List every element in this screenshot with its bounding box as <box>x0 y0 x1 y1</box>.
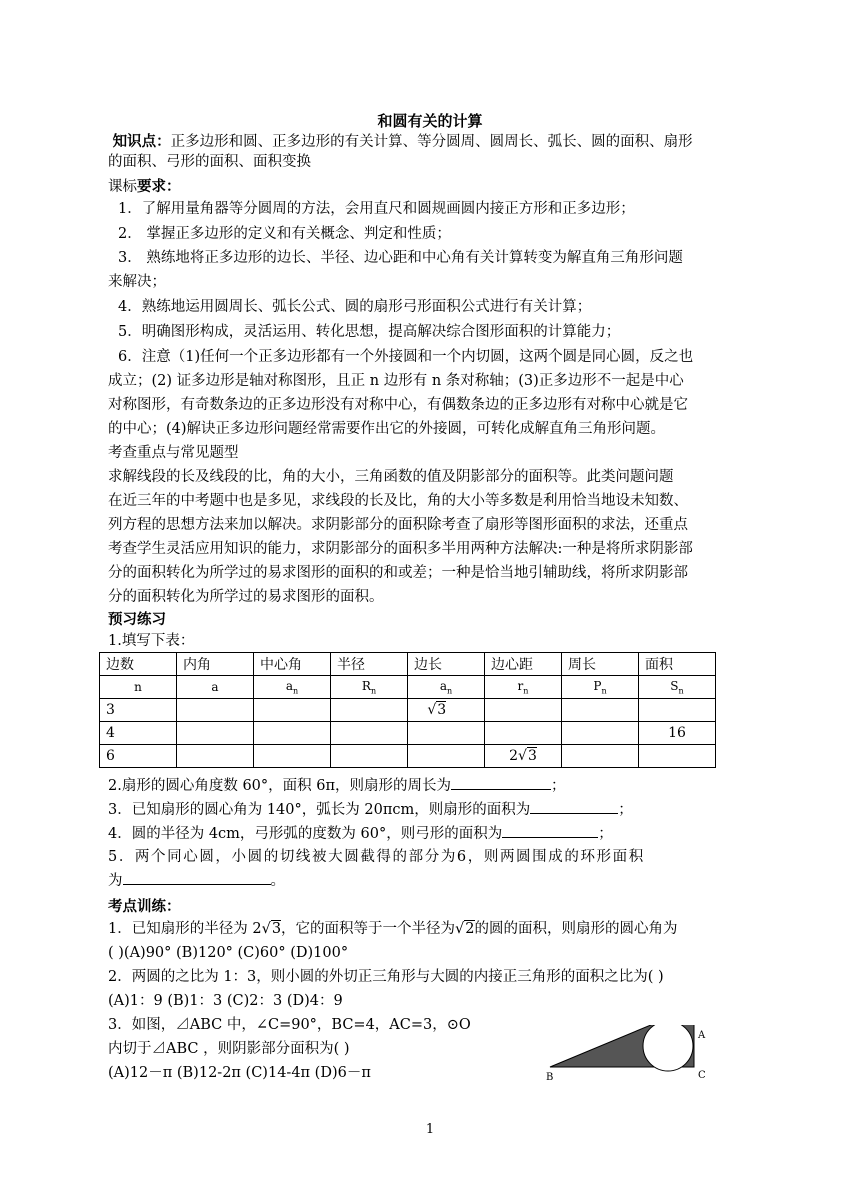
table-row: 3 √3 <box>100 699 716 722</box>
table-header: 边数 <box>100 653 177 676</box>
table-row: n a $a_n$ $R_n$ $a_n$ $r_n$ $P_n$ $S_n$ <box>100 676 716 699</box>
table-header: 内角 <box>177 653 254 676</box>
knowledge-line-2: 的面积、弓形的面积、面积变换 <box>108 154 311 170</box>
table-header: 中心角 <box>254 653 331 676</box>
preview-question-1: 1.填写下表： <box>108 633 195 649</box>
training-question-1: 1．已知扇形的半径为 2√3，它的面积等于一个半径为√2的圆的面积，则扇形的圆心角为 <box>108 921 678 937</box>
knowledge-line-1: 知识点：正多边形和圆、正多边形的有关计算、等分圆周、圆周长、弧长、圆的面积、扇形 <box>112 133 693 150</box>
table-header-row <box>100 653 716 676</box>
requirements-heading: 课标要求： <box>108 178 181 195</box>
requirement-item: 2． 掌握正多边形的定义和有关概念、判定和性质； <box>118 226 451 242</box>
answer-blank[interactable] <box>502 823 598 838</box>
preview-question-2: 2.扇形的圆心角度数 60°，面积 6π，则扇形的周长为 ； <box>108 775 758 797</box>
page-title: 和圆有关的计算 <box>377 112 483 130</box>
training-question-1-options: ( )(A)90° (B)120° (C)60° (D)100° <box>108 945 349 961</box>
vertex-label-a: A <box>698 1030 706 1041</box>
answer-blank[interactable] <box>123 870 271 885</box>
polygon-table <box>99 652 716 768</box>
table-row: 4 16 <box>100 722 716 745</box>
training-question-2-options: (A)1：9 (B)1：3 (C)2：3 (D)4：9 <box>108 993 343 1009</box>
training-question-2: 2．两圆的之比为 1：3，则小圆的外切正三角形与大圆的内接正三角形的面积之比为( ) <box>108 969 664 985</box>
requirement-item: 4．熟练地运用圆周长、弧长公式、圆的扇形弓形面积公式进行有关计算； <box>118 299 592 315</box>
requirement-item: 1．了解用量角器等分圆周的方法，会用直尺和圆规画圆内接正方形和正多边形； <box>118 201 635 217</box>
training-question-3-options: (A)12－π (B)12-2π (C)14-4π (D)6－π <box>108 1065 371 1081</box>
answer-blank[interactable] <box>530 799 618 814</box>
table-header: 半径 <box>331 653 408 676</box>
requirement-item: 对称图形，有奇数条边的正多边形没有对称中心，有偶数条边的正多边形有对称中心就是它 <box>108 397 688 413</box>
focus-line: 在近三年的中考题中也是多见，求线段的长及比，角的大小等多数是利用恰当地设未知数、 <box>108 493 688 509</box>
training-question-3: 3．如图，⊿ABC 中，∠C=90°，BC=4，AC=3，⊙O <box>108 1017 471 1033</box>
focus-heading: 考查重点与常见题型 <box>108 445 239 461</box>
triangle-figure-labels <box>540 1000 720 1095</box>
table-header: 边心距 <box>485 653 562 676</box>
preview-question-5-cont: 为 。 <box>108 870 758 892</box>
requirement-item: 成立；(2) 证多边形是轴对称图形，且正 n 边形有 n 条对称轴；(3)正多边形不一起是中心 <box>108 373 684 389</box>
table-header: 面积 <box>639 653 716 676</box>
requirement-item: 的中心；(4)解诀正多边形问题经常需要作出它的外接圆，可转化成解直角三角形问题。 <box>108 421 666 437</box>
focus-line: 求解线段的长及线段的比，角的大小，三角函数的值及阴影部分的面积等。此类问题问题 <box>108 469 674 485</box>
training-heading: 考点训练： <box>108 898 181 915</box>
answer-blank[interactable] <box>451 775 551 790</box>
vertex-label-b: B <box>546 1072 554 1083</box>
page-number: 1 <box>425 1122 435 1137</box>
knowledge-label: 知识点： <box>112 133 171 150</box>
preview-question-3: 3．已知扇形的圆心角为 140°，弧长为 20πcm，则扇形的面积为 ； <box>108 799 758 821</box>
preview-question-5: 5．两个同心圆，小圆的切线被大圆截得的部分为6，则两圆围成的环形面积 <box>108 849 645 865</box>
preview-question-4: 4．圆的半径为 4cm，弓形弧的度数为 60°，则弓形的面积为 ； <box>108 823 758 845</box>
training-question-3-cont: 内切于⊿ABC ，则阴影部分面积为( ) <box>108 1041 350 1057</box>
table-header: 边长 <box>408 653 485 676</box>
focus-line: 列方程的思想方法来加以解决。求阴影部分的面积除考查了扇形等图形面积的求法，还重点 <box>108 517 688 533</box>
vertex-label-c: C <box>698 1070 706 1081</box>
requirement-item: 3． 熟练地将正多边形的边长、半径、边心距和中心角有关计算转变为解直角三角形问题 <box>118 250 683 266</box>
requirement-item: 6．注意（1)任何一个正多边形都有一个外接圆和一个内切圆，这两个圆是同心圆，反之也 <box>118 349 694 365</box>
focus-line: 考查学生灵活应用知识的能力，求阴影部分的面积多半用两种方法解决:一种是将所求阴影部 <box>108 541 693 557</box>
focus-line: 分的面积转化为所学过的易求图形的面积。 <box>108 589 384 605</box>
table-row: 6 2√3 <box>100 745 716 768</box>
requirement-item: 来解决； <box>108 274 166 290</box>
preview-heading: 预习练习 <box>108 611 166 628</box>
table-header: 周长 <box>562 653 639 676</box>
requirement-item: 5．明确图形构成，灵活运用、转化思想，提高解决综合图形面积的计算能力； <box>118 324 621 340</box>
focus-line: 分的面积转化为所学过的易求图形的面积的和或差；一种是恰当地引辅助线，将所求阴影部 <box>108 565 688 581</box>
